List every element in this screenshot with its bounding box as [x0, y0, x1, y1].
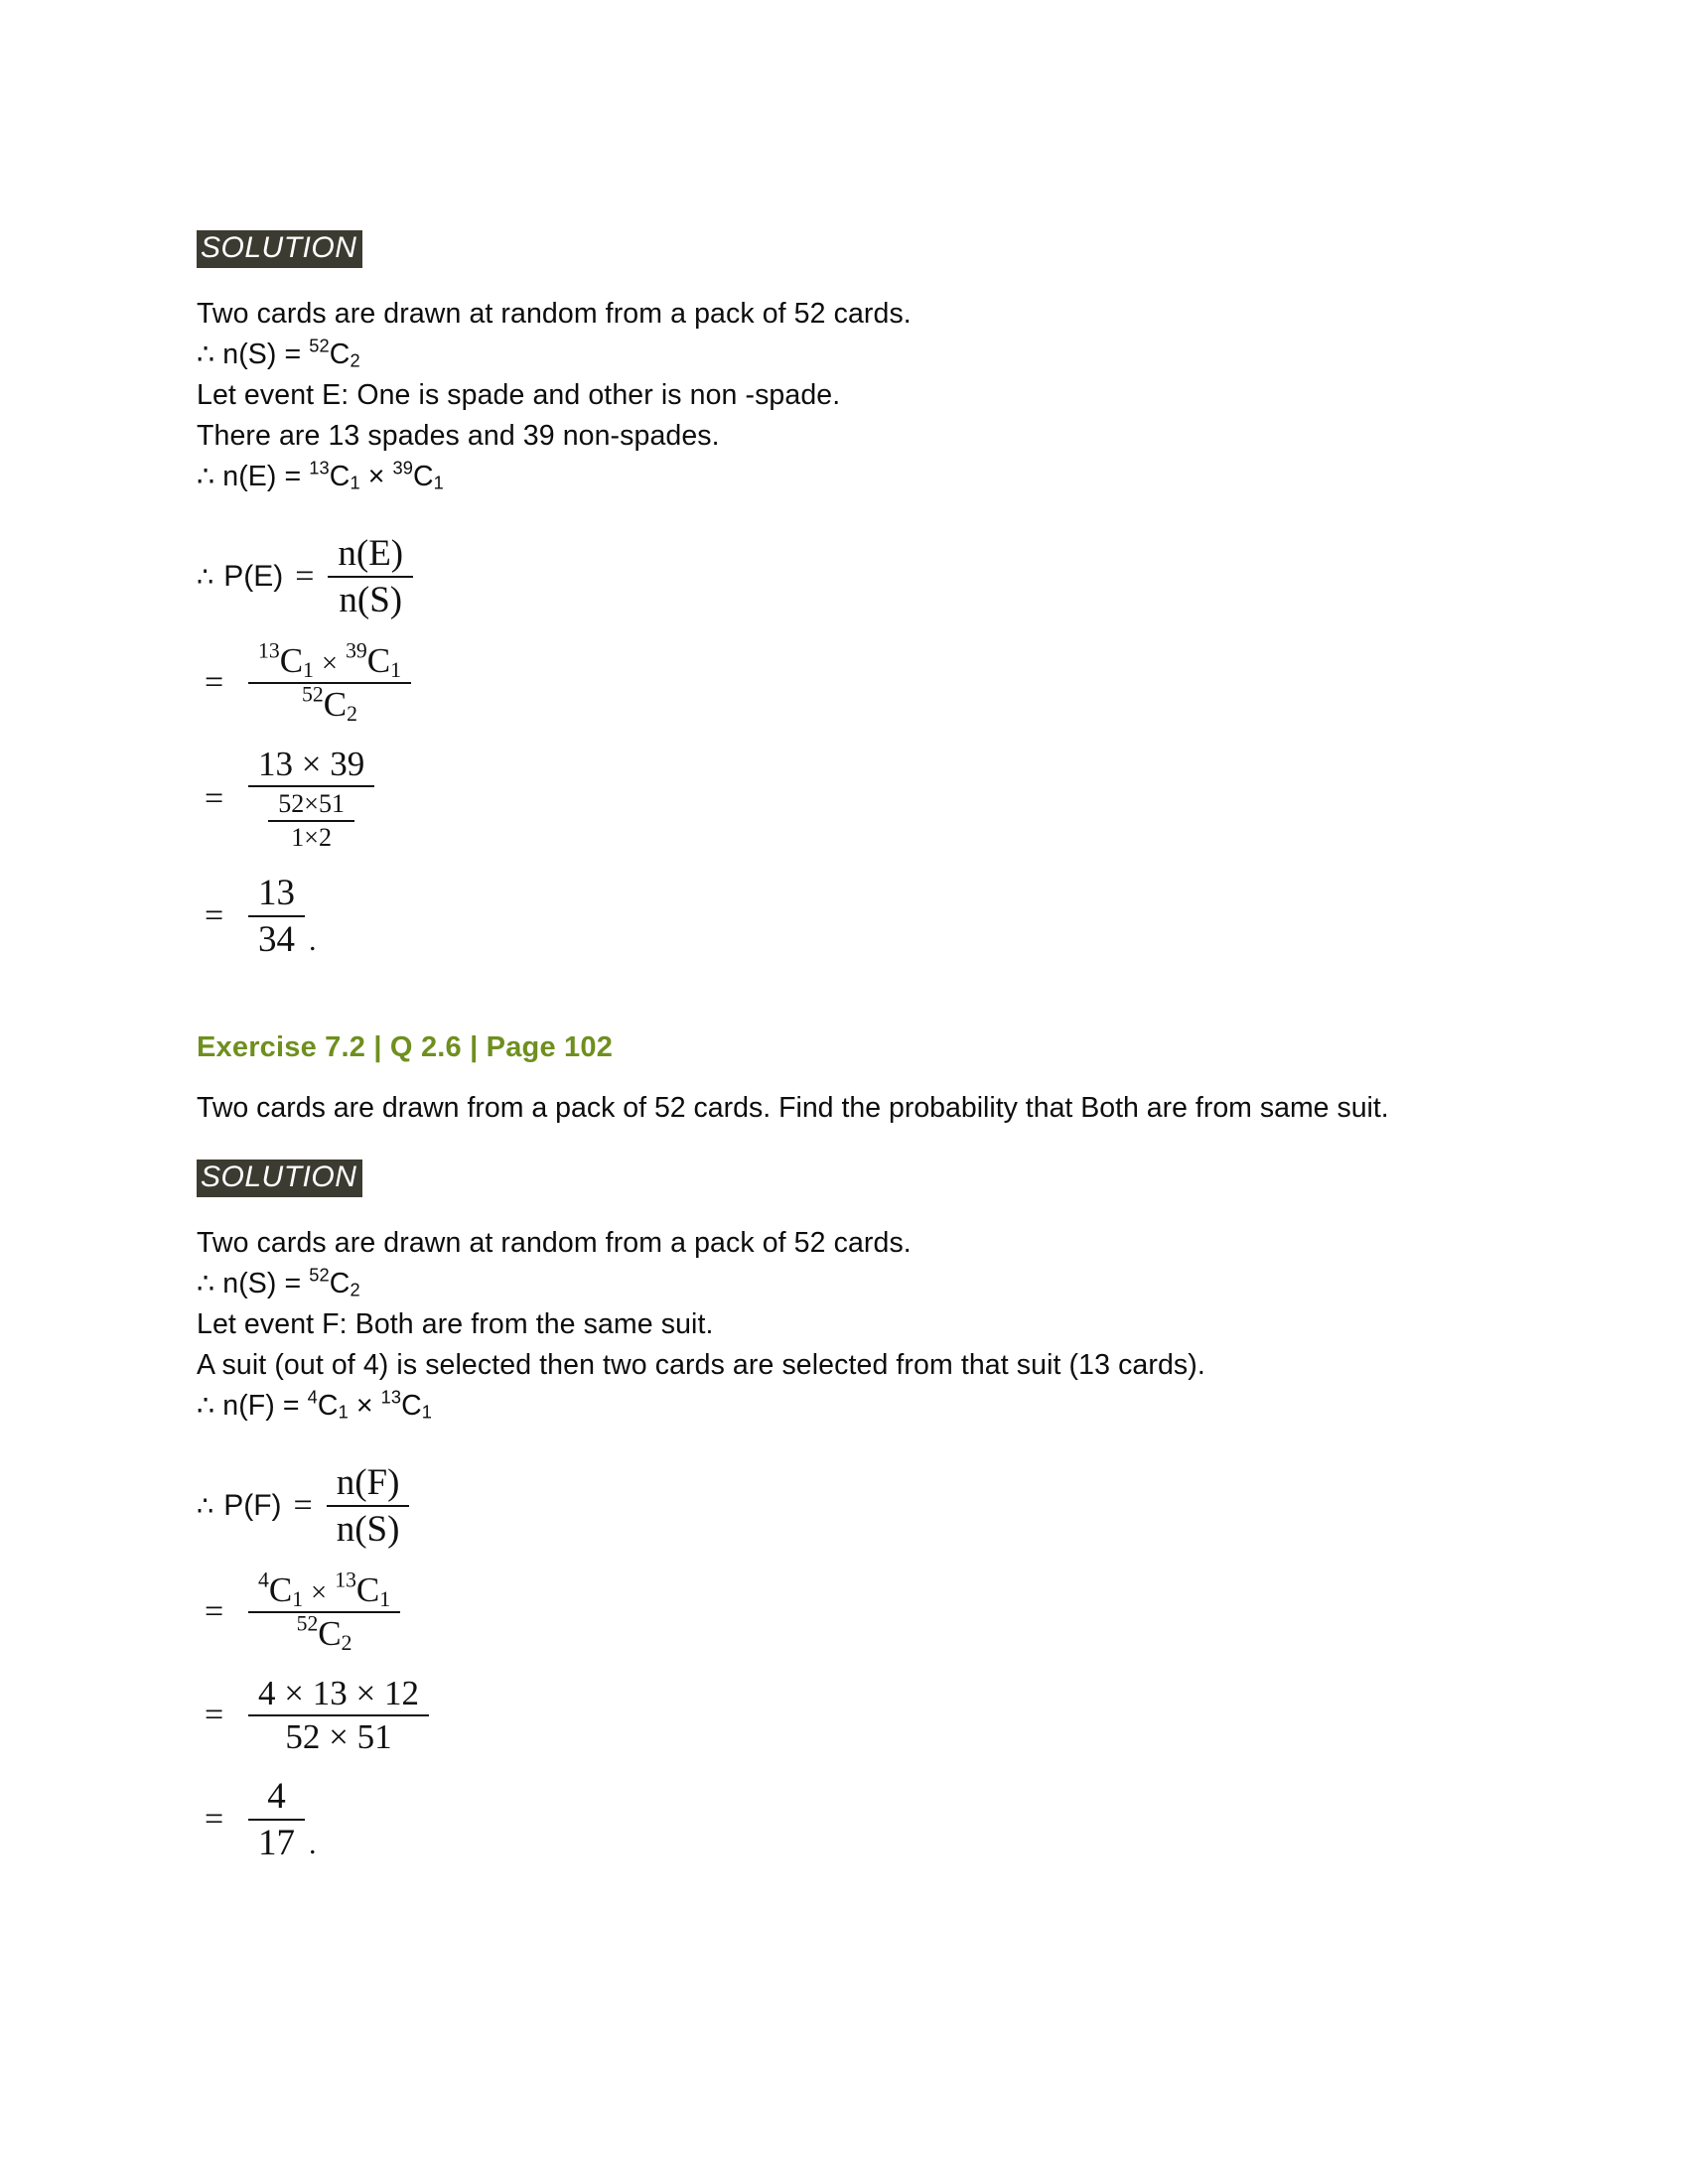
step2-num-a-base: C [279, 641, 304, 680]
solution-2-prose [197, 1223, 1458, 1427]
ne-a-base: C [329, 461, 351, 492]
solution-1-line-3: Let event E: One is spade and other is non -spade. [197, 379, 841, 411]
solution-2-math-step-1 [197, 1460, 1458, 1552]
step1-equals: = [295, 558, 315, 595]
step3-denominator: 52 × 51 [285, 1717, 392, 1756]
step3-nested-numerator: 52×51 [278, 789, 345, 818]
solution-2-math-step-2 [197, 1570, 1458, 1655]
nf-a-base: C [317, 1390, 339, 1422]
ne-operator: × [367, 461, 385, 492]
solution-badge: SOLUTION [197, 1160, 362, 1197]
step1-lead [197, 1489, 282, 1523]
step3-fraction [248, 744, 374, 855]
question-text: Two cards are drawn from a pack of 52 cards. Find the probability that Both are from same suit. [197, 1092, 1389, 1124]
step2-equals: = [205, 1593, 224, 1630]
ns-prefix: ∴ n(S) = [197, 339, 310, 370]
step2-numerator [248, 640, 411, 682]
solution-1-math-step-1 [197, 531, 1458, 622]
ne-prefix: ∴ n(E) = [197, 461, 310, 492]
step1-lead [197, 560, 283, 594]
step2-den-base: C [323, 685, 348, 724]
step1-numerator: n(E) [338, 533, 404, 574]
step1-equals: = [293, 1487, 313, 1524]
step2-numerator [248, 1570, 400, 1611]
ne-b-superscript: 39 [392, 457, 413, 478]
step1-fraction [328, 531, 413, 622]
step3-numerator: 13 × 39 [258, 745, 365, 783]
step2-num-b-subscript: 1 [390, 657, 401, 682]
step2-num-a-subscript: 1 [292, 1586, 304, 1611]
step4-trailing-period: . [309, 1828, 317, 1860]
probability-label: P(F) [223, 1489, 282, 1522]
step3-nested-denominator: 1×2 [291, 823, 332, 852]
step2-fraction [248, 640, 411, 726]
ne-b-subscript: 1 [433, 472, 444, 493]
step2-den-subscript: 2 [341, 1630, 352, 1655]
nf-a-subscript: 1 [338, 1401, 349, 1423]
step2-den-superscript: 52 [296, 1611, 319, 1636]
ns-superscript: 52 [309, 335, 330, 356]
step2-num-b-subscript: 1 [379, 1586, 391, 1611]
step1-fraction [327, 1460, 410, 1552]
nf-prefix: ∴ n(F) = [197, 1390, 308, 1422]
step4-trailing-period: . [309, 924, 317, 957]
solution-2-line-4: A suit (out of 4) is selected then two cards are selected from that suit (13 cards). [197, 1349, 1205, 1381]
step2-num-operator: × [321, 647, 339, 679]
ns-superscript: 52 [309, 1264, 330, 1286]
solution-1-math-step-4 [197, 871, 1458, 962]
step4-numerator: 13 [258, 873, 295, 913]
solution-2-section [197, 1160, 1458, 1865]
step3-nested-fraction [268, 788, 354, 854]
solution-2-line-5 [197, 1386, 1458, 1427]
nf-b-superscript: 13 [380, 1386, 402, 1408]
step2-num-operator: × [311, 1576, 328, 1608]
solution-badge: SOLUTION [197, 230, 362, 268]
step1-denominator: n(S) [336, 1509, 400, 1550]
ns-subscript: 2 [350, 349, 360, 371]
ne-a-superscript: 13 [309, 457, 330, 478]
step2-num-b-superscript: 13 [335, 1568, 356, 1592]
step2-num-b-superscript: 39 [346, 638, 367, 663]
step4-fraction [248, 871, 305, 962]
solution-1-line-4: There are 13 spades and 39 non-spades. [197, 420, 720, 452]
step2-num-b-base: C [355, 1570, 380, 1609]
solution-1-math-step-3 [197, 744, 1458, 855]
solution-1-line-2 [197, 335, 1458, 375]
therefore-symbol: ∴ [197, 561, 214, 592]
nf-a-superscript: 4 [307, 1386, 318, 1408]
step2-den-subscript: 2 [347, 701, 357, 726]
step3-fraction [248, 1673, 429, 1758]
nf-b-base: C [401, 1390, 422, 1422]
solution-2-line-3: Let event F: Both are from the same suit. [197, 1308, 714, 1340]
step2-den-superscript: 52 [302, 682, 324, 707]
step3-denominator [258, 787, 364, 855]
ne-b-base: C [412, 461, 434, 492]
solution-1-line-5 [197, 457, 1458, 497]
ns-base: C [329, 1268, 351, 1299]
solution-1-section [197, 230, 1458, 962]
step3-equals: = [205, 780, 224, 817]
nf-operator: × [355, 1390, 373, 1422]
step2-den-base: C [318, 1614, 342, 1653]
step4-denominator: 17 [258, 1823, 295, 1863]
solution-2-math-step-3 [197, 1673, 1458, 1758]
ns-subscript: 2 [350, 1279, 360, 1300]
ne-a-subscript: 1 [350, 472, 360, 493]
step4-equals: = [205, 1801, 224, 1838]
solution-1-prose [197, 294, 1458, 497]
probability-label: P(E) [223, 560, 284, 593]
step2-num-b-base: C [366, 641, 391, 680]
step4-denominator: 34 [258, 919, 295, 960]
step2-equals: = [205, 664, 224, 701]
step2-num-a-subscript: 1 [303, 657, 314, 682]
solution-1-math-step-2 [197, 640, 1458, 726]
step3-numerator: 4 × 13 × 12 [258, 1674, 419, 1712]
step2-num-a-superscript: 13 [258, 638, 280, 663]
step2-denominator [287, 1613, 362, 1655]
document-content [197, 230, 1458, 1865]
step4-equals: = [205, 897, 224, 934]
step2-denominator [292, 684, 367, 726]
step2-num-a-superscript: 4 [258, 1568, 269, 1592]
ns-base: C [329, 339, 351, 370]
step3-equals: = [205, 1697, 224, 1733]
solution-2-line-1: Two cards are drawn at random from a pack of 52 cards. [197, 1227, 912, 1259]
therefore-symbol: ∴ [197, 1490, 214, 1521]
step2-fraction [248, 1570, 400, 1655]
nf-b-subscript: 1 [421, 1401, 433, 1423]
step4-fraction [248, 1774, 305, 1865]
step4-numerator: 4 [267, 1776, 286, 1817]
step1-denominator: n(S) [339, 580, 403, 620]
ns-prefix: ∴ n(S) = [197, 1268, 310, 1299]
exercise-heading: Exercise 7.2 | Q 2.6 | Page 102 [197, 1031, 614, 1063]
solution-1-line-1: Two cards are drawn at random from a pack of 52 cards. [197, 298, 912, 330]
step2-num-a-base: C [268, 1570, 293, 1609]
solution-2-line-2 [197, 1264, 1458, 1304]
solution-2-math-step-4 [197, 1774, 1458, 1865]
step1-numerator: n(F) [336, 1462, 400, 1503]
